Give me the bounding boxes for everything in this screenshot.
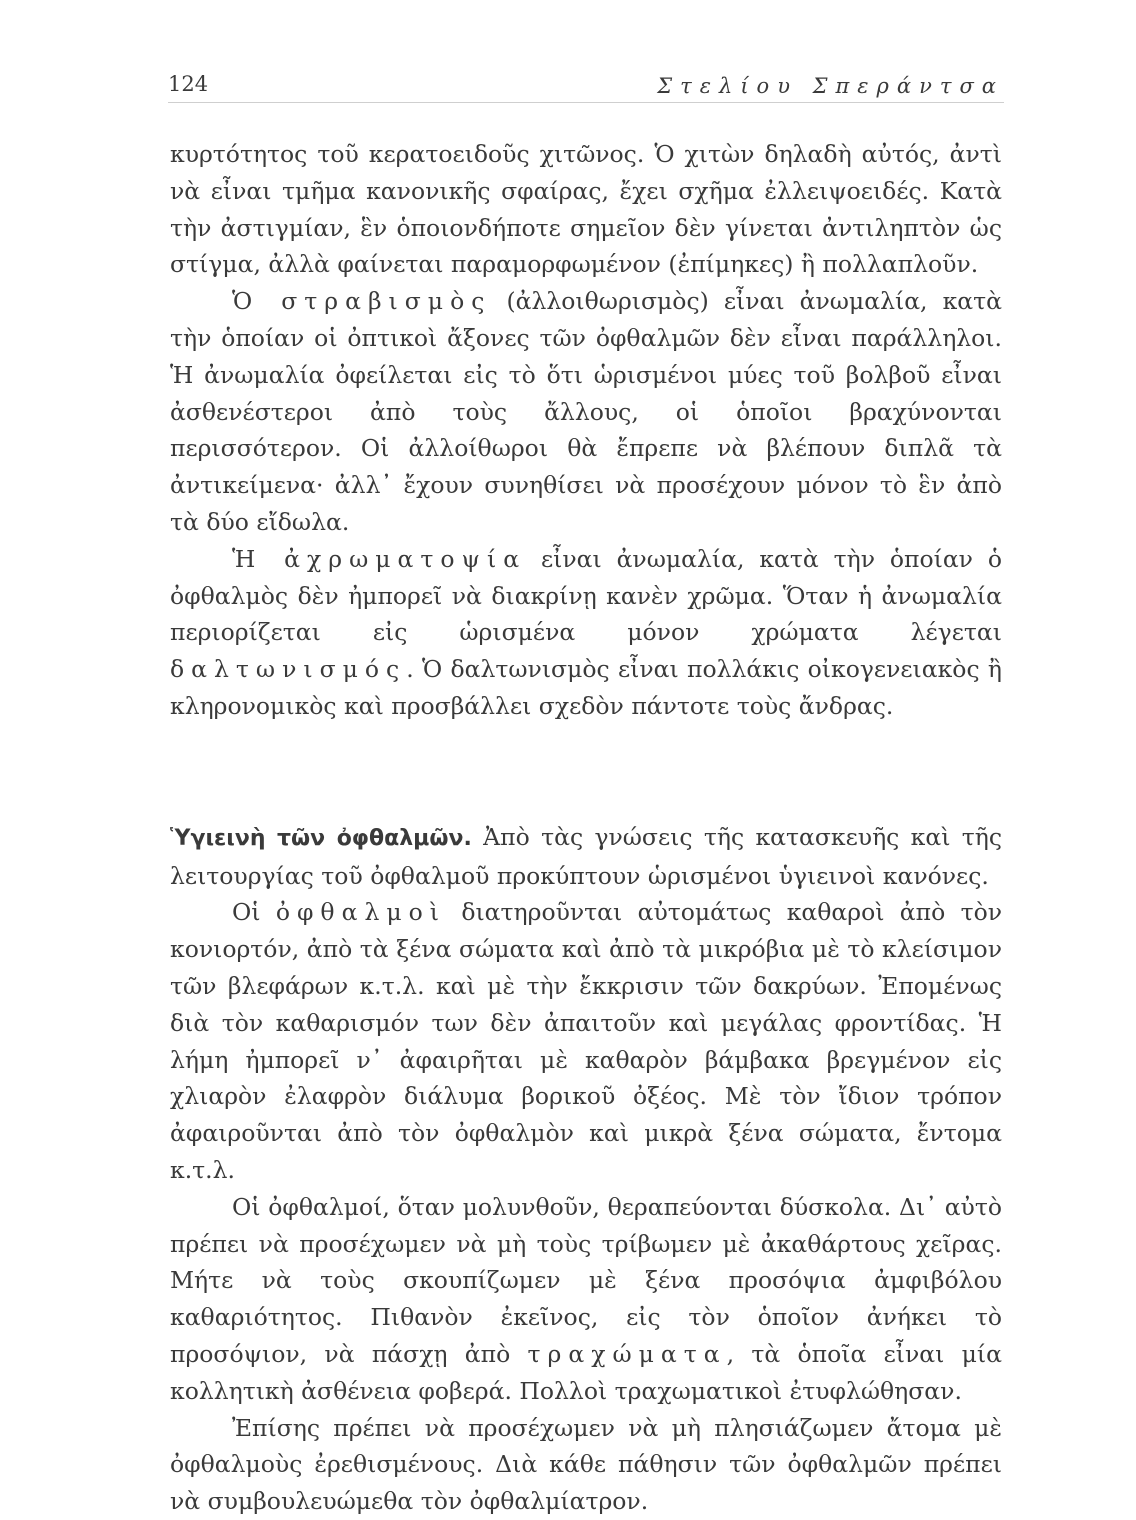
paragraph-infection-text-b: , τὰ ὁποῖα εἶναι μία κολλητικὴ ἀσθένεια φοβερά. Πολλοὶ τραχωματικοὶ ἐτυφλώθησαν. xyxy=(170,1339,1002,1405)
term-eyes: ὀφθαλμοὶ xyxy=(275,898,446,927)
term-strabismus: Ὁ στραβισμὸς xyxy=(232,287,492,316)
paragraph-eye-cleaning-text: διατηροῦνται αὐτομάτως καθαροὶ ἀπὸ τὸν κονιορτόν, ἀπὸ τὰ ξένα σώματα καὶ ἀπὸ τὰ μικρόβια μὲ τὸ κλείσιμον τῶν βλεφάρων κ.τ.λ. καὶ μὲ τὴν ἔκκρισιν τῶν δακρύων. Ἐπομένως διὰ τὸν καθαρισμόν των δὲν ἀπαιτοῦν καὶ μεγάλας φροντίδας. Ἡ λήμη ἠμπορεῖ ν᾽ ἀφαιρῆται μὲ καθαρὸν βάμβακα βρεγμένον εἰς χλιαρὸν ἐλαφρὸν διάλυμα βορικοῦ ὀξέος. Μὲ τὸν ἴδιον τρόπον ἀφαιροῦνται ἀπὸ τὸν ὀφθαλμὸν καὶ μικρὰ ξένα σώματα, ἔντομα κ.τ.λ. xyxy=(170,898,1003,1184)
paragraph-infection-text-a: Οἱ ὀφθαλμοί, ὅταν μολυνθοῦν, θεραπεύονται δύσκολα. Δι᾽ αὐτὸ πρέπει νὰ προσέχωμεν νὰ μὴ τοὺς τρίβωμεν μὲ ἀκαθάρτους χεῖρας. Μήτε νὰ τοὺς σκουπίζωμεν μὲ ξένα προσόψια ἀμφιβόλου καθαριότητος. Πιθανὸν ἐκεῖνος, εἰς τὸν ὁποῖον ἀνήκει τὸ προσόψιον, νὰ πάσχῃ ἀπὸ xyxy=(170,1192,1002,1368)
section-intro xyxy=(170,819,1002,895)
section-intro-text: Ἀπὸ τὰς γνώσεις τῆς κατασκευῆς καὶ τῆς λειτουργίας τοῦ ὀφθαλμοῦ προκύπτουν ὡρισμένοι ὑγιεινοὶ κανόνες. xyxy=(170,822,1002,890)
paragraph-achromatopsia-text-a: εἶναι ἀνωμαλία, κατὰ τὴν ὁποίαν ὁ ὀφθαλμὸς δὲν ἠμπορεῖ νὰ διακρίνῃ κανὲν χρῶμα. Ὅταν ἡ ἀνωμαλία περιορίζεται εἰς ὡρισμένα μόνον χρώματα λέγεται xyxy=(170,544,1002,647)
paragraph-advice: Ἐπίσης πρέπει νὰ προσέχωμεν νὰ μὴ πλησιάζωμεν ἄτομα μὲ ὀφθαλμοὺς ἐρεθισμένους. Διὰ κάθε πάθησιν τῶν ὀφθαλμῶν πρέπει νὰ συμβουλευώμεθα τὸν ὀφθαλμίατρον. xyxy=(170,1413,1002,1516)
paragraph-achromatopsia-text-b: . Ὁ δαλτωνισμὸς εἶναι πολλάκις οἰκογενειακὸς ἢ κληρονομικὸς καὶ προσβάλλει σχεδὸν πάντοτε τοὺς ἄνδρας. xyxy=(170,655,1002,720)
header-rule xyxy=(168,102,1004,103)
paragraph-infection xyxy=(170,1189,1002,1410)
term-trachoma: τραχώματα xyxy=(527,1339,727,1368)
page-header xyxy=(168,72,1004,108)
section-gap xyxy=(170,725,1002,819)
section-heading: Ὑγιεινὴ τῶν ὀφθαλμῶν. xyxy=(170,825,472,851)
paragraph-astigmatism: κυρτότητος τοῦ κερατοειδοῦς χιτῶνος. Ὁ χιτὼν δηλαδὴ αὐτός, ἀντὶ νὰ εἶναι τμῆμα κανονικῆς σφαίρας, ἔχει σχῆμα ἐλλειψοειδές. Κατὰ τὴν ἀστιγμίαν, ἓν ὁποιονδήποτε σημεῖον δὲν γίνεται ἀντιληπτὸν ὡς στίγμα, ἀλλὰ φαίνεται παραμορφωμένον (ἐπίμηκες) ἢ πολλαπλοῦν. xyxy=(170,140,1002,279)
term-daltonism: δαλτωνισμός xyxy=(170,655,407,684)
running-head: Στελίου Σπεράντσα xyxy=(657,74,1004,98)
page-body xyxy=(170,136,1002,1520)
paragraph-strabismus-text: (ἀλλοιθωρισμὸς) εἶναι ἀνωμαλία, κατὰ τὴν ὁποίαν οἱ ὀπτικοὶ ἄξονες τῶν ὀφθαλμῶν δὲν εἶναι παράλληλοι. Ἡ ἀνωμαλία ὀφείλεται εἰς τὸ ὅτι ὡρισμένοι μύες τοῦ βολβοῦ εἶναι ἀσθενέστεροι ἀπὸ τοὺς ἄλλους, οἱ ὁποῖοι βραχύνονται περισσότερον. Οἱ ἀλλοίθωροι θὰ ἔπρεπε νὰ βλέπουν διπλᾶ τὰ ἀντικείμενα· ἀλλ᾽ ἔχουν συνηθίσει νὰ προσέχουν μόνον τὸ ἓν ἀπὸ τὰ δύο εἴδωλα. xyxy=(170,287,1002,536)
term-achromatopsia: Ἡ ἀχρωματοψία xyxy=(232,544,527,573)
paragraph-strabismus xyxy=(170,283,1002,541)
paragraph-eye-cleaning xyxy=(170,894,1002,1188)
page-number: 124 xyxy=(168,72,209,96)
paragraph-eye-cleaning-lead: Οἱ xyxy=(232,898,276,927)
paragraph-achromatopsia xyxy=(170,541,1002,725)
